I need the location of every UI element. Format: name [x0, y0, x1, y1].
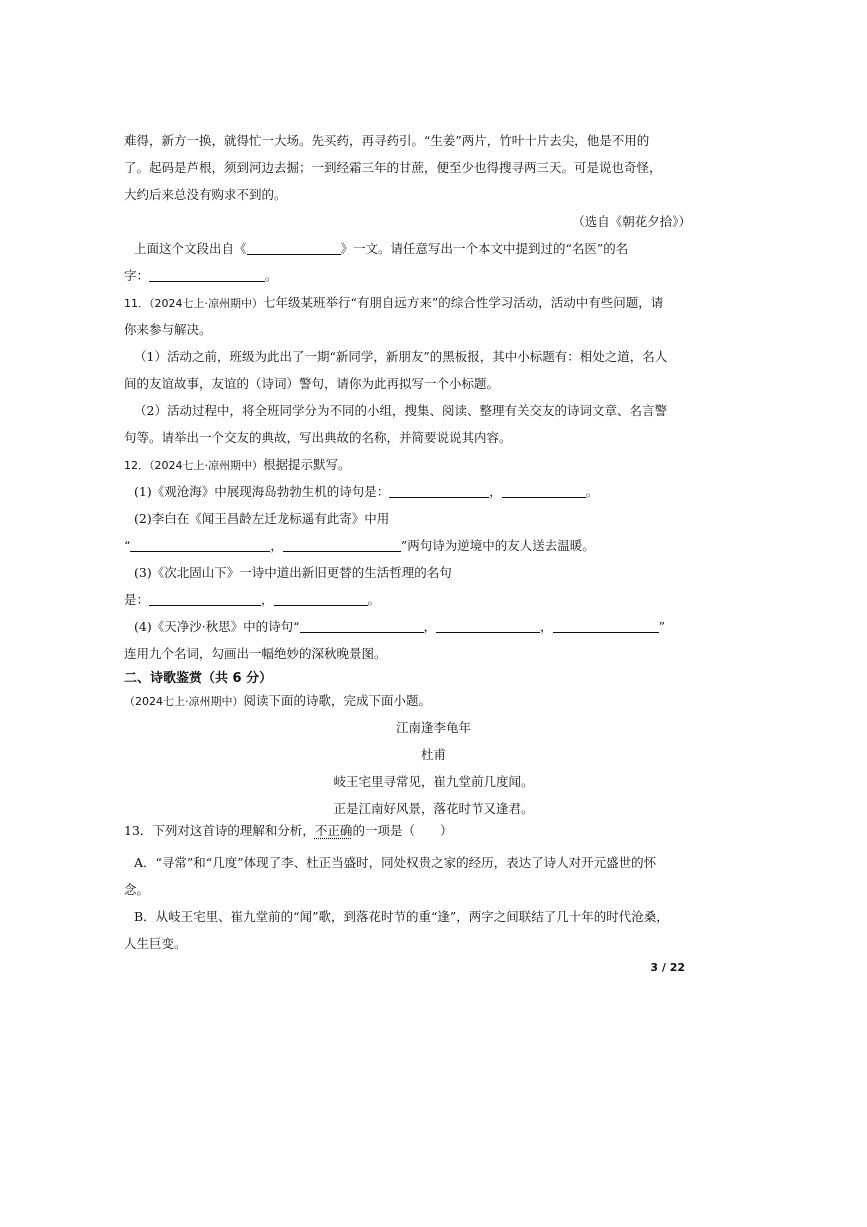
- q10-line: 字： 。: [124, 268, 278, 283]
- answer-blank[interactable]: [502, 484, 586, 498]
- q12-s4: 连用九个名词，勾画出一幅绝妙的深秋晚景图。: [124, 646, 387, 661]
- answer-blank[interactable]: [389, 484, 489, 498]
- answer-blank[interactable]: [149, 592, 261, 606]
- passage-source: （选自《朝花夕拾》）: [572, 214, 691, 229]
- poem-line: 岐王宅里寻常见，崔九堂前几度闻。: [333, 774, 534, 789]
- answer-blank[interactable]: [283, 538, 401, 552]
- q10-line: 上面这个文段出自《 》一文。请任意写出一个本文中提到过的“名医”的名: [134, 241, 629, 256]
- q12-s2: (2)李白在《闻王昌龄左迁龙标遥有此寄》中用: [134, 511, 390, 526]
- answer-blank[interactable]: [436, 619, 540, 633]
- q11-sub2: 句等。请举出一个交友的典故，写出典故的名称，并简要说说其内容。: [124, 430, 512, 445]
- passage-line: 了。起码是芦根，须到河边去掘；一到经霜三年的甘蔗，便至少也得搜寻两三天。可是说也奇怪，: [124, 160, 662, 175]
- question-tag: 12．（2024七上·凉州期中）: [124, 459, 263, 472]
- answer-blank[interactable]: [247, 241, 341, 255]
- q13-option-b[interactable]: B．从岐王宅里、崔九堂前的“闻”歌，到落花时节的重“逢”，两字之间联结了几十年的时代沧桑，: [134, 909, 669, 924]
- answer-blank[interactable]: [300, 619, 424, 633]
- q13-option-a: 念。: [124, 882, 150, 897]
- q13-option-b: 人生巨变。: [124, 936, 187, 951]
- answer-blank[interactable]: [274, 592, 368, 606]
- q13-option-a[interactable]: A．“寻常”和“几度”体现了李、杜正当盛时，同处权贵之家的经历，表达了诗人对开元盛世的怀: [134, 855, 657, 870]
- question-tag: （2024七上·凉州期中）: [124, 695, 244, 708]
- q12-stem: 12．（2024七上·凉州期中）根据提示默写。: [124, 457, 351, 472]
- q13-stem: 13．下列对这首诗的理解和分析，不正确的一项是（ ）: [124, 823, 453, 838]
- section-intro: （2024七上·凉州期中）阅读下面的诗歌，完成下面小题。: [124, 693, 432, 708]
- q11-sub2: （2）活动过程中，将全班同学分为不同的小组，搜集、阅读、整理有关交友的诗词文章、名言警: [134, 403, 667, 418]
- q12-s3: (3)《次北固山下》一诗中道出新旧更替的生活哲理的名句: [134, 565, 452, 580]
- answer-blank[interactable]: [149, 268, 265, 282]
- poem-title: 江南逢李龟年: [395, 720, 471, 735]
- q11-stem: 11．（2024七上·凉州期中）七年级某班举行“有朋自远方来”的综合性学习活动，活动中有些问题，请: [124, 295, 664, 310]
- passage-line: 难得，新方一换，就得忙一大场。先买药，再寻药引。“生姜”两片，竹叶十片去尖，他是不用的: [124, 133, 650, 148]
- poem-author: 杜甫: [420, 747, 446, 762]
- passage-line: 大约后来总没有购求不到的。: [124, 187, 287, 202]
- page-number: 3 / 22: [650, 961, 685, 974]
- answer-blank[interactable]: [130, 538, 270, 552]
- q12-s3: 是： ， 。: [124, 592, 381, 607]
- q11-sub1: （1）活动之前，班级为此出了一期“新同学，新朋友”的黑板报，其中小标题有：相处之道，名人: [134, 349, 668, 364]
- answer-blank[interactable]: [553, 619, 659, 633]
- q12-s4: (4)《天净沙·秋思》中的诗句“ ， ， ”: [134, 619, 665, 634]
- q12-s1: (1)《观沧海》中展现海岛勃勃生机的诗句是： ， 。: [134, 484, 599, 499]
- q11-sub1: 间的友谊故事，友谊的（诗词）警句，请你为此再拟写一个小标题。: [124, 376, 500, 391]
- question-tag: 11．（2024七上·凉州期中）: [124, 297, 263, 310]
- section-heading: 二、诗歌鉴赏（共 6 分）: [124, 671, 273, 686]
- q11-stem: 你来参与解决。: [124, 322, 212, 337]
- emphasis-text: 不正确: [314, 823, 353, 838]
- poem-line: 正是江南好风景，落花时节又逢君。: [333, 801, 534, 816]
- q12-s2: “ ， ”两句诗为逆境中的友人送去温暖。: [124, 538, 595, 553]
